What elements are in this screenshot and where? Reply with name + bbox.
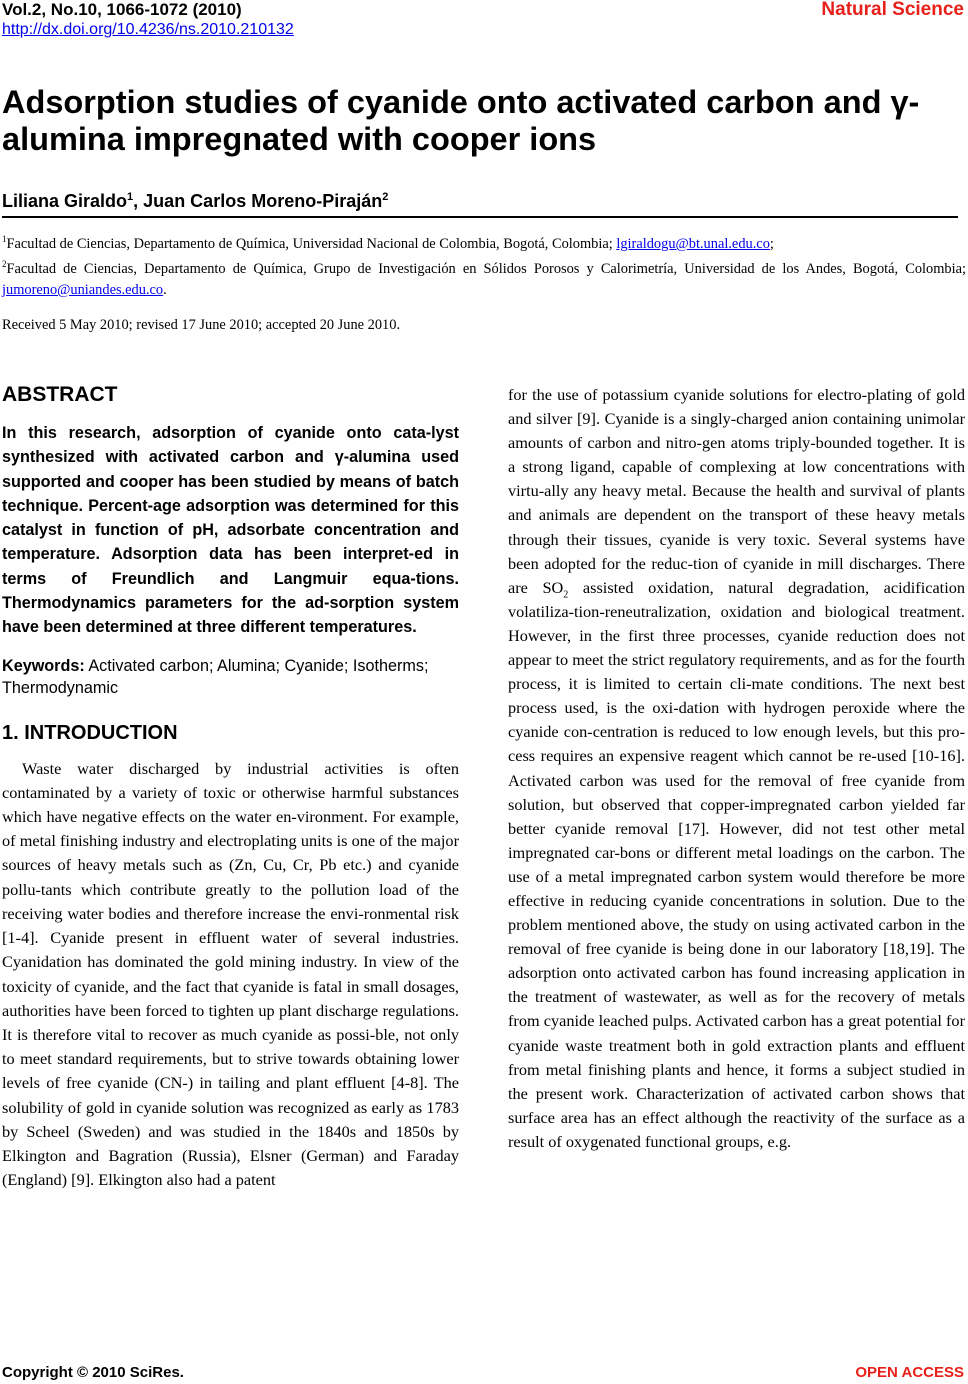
affiliation-end: ; — [769, 235, 774, 252]
body-text: for the use of potassium cyanide solutions for electro-plating of gold and silver [9]. Cyanide is a singly-charged anion containing unimolar amounts of carbon and nitro-gen atoms triply-bounded together. It is a strong ligand, capable of complexing at low concentrations with virtu-ally any heavy metal. Because the health and survival of plants and animals are dependent on the transport of these heavy metals through their tissues, cyanide is very toxic. Several systems have been adopted for the reduc-tion of cyanide in mill discharges. There are SO — [508, 385, 965, 597]
author-affiliation-mark: 2 — [382, 191, 389, 203]
keywords — [2, 655, 459, 699]
introduction-paragraph: Waste water discharged by industrial activities is often contaminated by a variety of toxic or otherwise harmful substances which have negative effects on the water en-vironment. For example, of metal finishing industry and electroplating units is one of the major sources of heavy metals such as (Zn, Cu, Cr, Pb etc.) and cyanide pollu-tants which contribute greatly to the pollution load of the receiving water bodies and therefore increase the envi-ronmental risk [1-4]. Cyanide present in effluent water of several industries. Cyanidation has dominated the gold mining industry. In view of the toxicity of cyanide, and the fact that cyanide is fatal in small dosages, authorities have been forced to tighten up plant discharge regulations. It is therefore vital to recover as much cyanide as possi-ble, not only to meet standard requirements, but to strive towards obtaining lower levels of free cyanide (CN-) in tailing and plant effluent [4-8]. The solubility of gold in cyanide solution was recognized as early as 1783 by Scheel (Sweden) and was studied in the 1840s and 1850s by Elkington and Bagration (Russia), Elsner (German) and Faraday (England) [9]. Elkington also had a patent — [2, 758, 459, 1190]
title-divider — [2, 216, 958, 218]
affiliation-1 — [2, 229, 966, 254]
doi-link[interactable]: http://dx.doi.org/10.4236/ns.2010.210132 — [2, 21, 294, 38]
author-list — [2, 186, 388, 212]
author-separator: , — [133, 191, 144, 211]
affiliation-mark: 1 — [2, 234, 7, 244]
keywords-label: Keywords: — [2, 656, 85, 675]
open-access-label: OPEN ACCESS — [855, 1364, 964, 1381]
article-title: Adsorption studies of cyanide onto activated carbon and γ-alumina impregnated with cooper ions — [2, 84, 920, 157]
left-column — [2, 381, 459, 1192]
author-name: Juan Carlos Moreno-Piraján — [143, 191, 383, 211]
journal-name: Natural Science — [821, 0, 964, 20]
author-name: Liliana Giraldo — [2, 191, 128, 211]
right-column — [508, 383, 965, 1154]
received-dates: Received 5 May 2010; revised 17 June 2010; accepted 20 June 2010. — [2, 317, 401, 333]
affiliation-2 — [2, 254, 966, 300]
introduction-continued — [508, 383, 965, 1154]
abstract-text: In this research, adsorption of cyanide onto cata-lyst synthesized with activated carbon and γ-alumina used supported and cooper has been studied by means of batch technique. Percent-age adsorption was determined for this catalyst in function of pH, adsorbate concentration and temperature. Adsorption data has been interpret-ed in terms of Freundlich and Langmuir equa-tions. Thermodynamics parameters for the ad-sorption system have been determined at three different temperatures. — [2, 424, 459, 637]
journal-header-left — [2, 0, 294, 40]
affiliation-text: Facultad de Ciencias, Departamento de Química, Universidad Nacional de Colombia, Bogotá, Colombia; — [6, 235, 617, 252]
section-heading-introduction: 1. INTRODUCTION — [2, 721, 178, 744]
affiliations — [2, 229, 966, 300]
affiliation-end: . — [163, 281, 167, 298]
body-text: assisted oxidation, natural degradation, acidification volatiliza-tion-reneutralization, oxidation and biological treatment. However, in the first three processes, cyanide reduction does not appear to meet the strict regulatory requirements, and as for the fourth process, it is limited to certain cli-mate conditions. The next best process used, is the oxi-dation with hydrogen peroxide where the cyanide con-centration is reduced to low enough levels, but this pro-cess requires an expensive reagent which cannot be re-used [10-16]. Activated carbon was used for the removal of free cyanide from solution, but observed that copper-impregnated carbon yielded far better cyanide removal [17]. However, did not test other metal impregnated car-bons or different metal loadings on the carbon. The use of a metal impregnated carbon system would therefore be more effective in reducing cyanide concentrations in solution. Due to the problem mentioned above, the study on using activated carbon in the removal of free cyanide is being done in our laboratory [18,19]. The adsorption onto activated carbon has found increasing application in the treatment of wastewater, as well as for the recovery of metals from cyanide leached pulps. Activated carbon has a great potential for cyanide waste treatment both in gold extraction plants and effluent from metal finishing plants and hence, it forms a subject studied in the present work. Characterization of activated carbon shows that surface area has an effect although the reactivity of the surface as a result of oxygenated functional groups, e.g. — [508, 577, 966, 1151]
author-affiliation-mark: 1 — [127, 191, 134, 203]
subscript: 2 — [563, 589, 569, 600]
email-link[interactable]: jumoreno@uniandes.edu.co — [2, 281, 164, 298]
affiliation-text: Facultad de Ciencias, Departamento de Química, Grupo de Investigación en Sólidos Porosos y Calorimetría, Universidad de los Andes, Bogotá, Colombia; — [6, 261, 966, 278]
keywords-list: Activated carbon; Alumina; Cyanide; Isotherms; Thermodynamic — [2, 656, 429, 697]
abstract-heading: ABSTRACT — [2, 383, 118, 406]
affiliation-mark: 2 — [2, 259, 7, 270]
email-link[interactable]: lgiraldogu@bt.unal.edu.co — [616, 235, 770, 252]
volume-info: Vol.2, No.10, 1066-1072 (2010) — [2, 0, 242, 19]
copyright-notice: Copyright © 2010 SciRes. — [2, 1364, 184, 1381]
